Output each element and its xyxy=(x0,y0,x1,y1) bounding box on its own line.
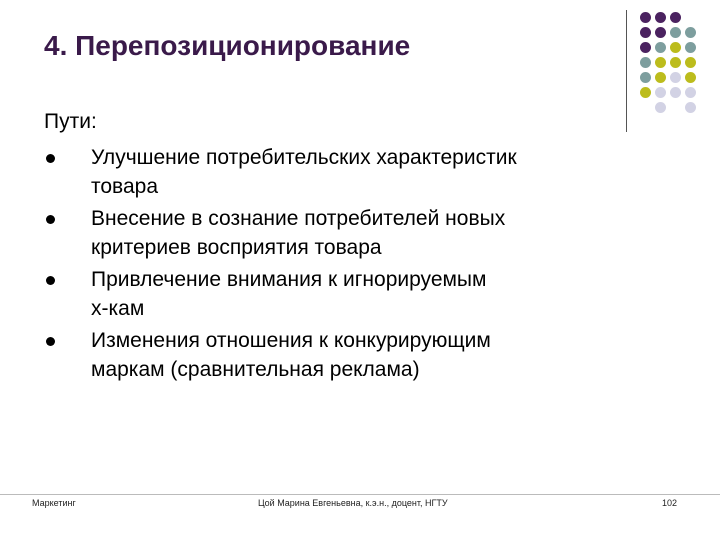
footer-course: Маркетинг xyxy=(32,498,76,508)
decorative-dot xyxy=(640,72,651,83)
decorative-dot xyxy=(640,42,651,53)
bullet-item xyxy=(44,204,624,262)
decorative-dot xyxy=(640,57,651,68)
decorative-dot xyxy=(685,27,696,38)
bullet-text-line: Привлечение внимания к игнорируемым xyxy=(91,268,487,291)
bullet-text-line: товара xyxy=(91,175,159,198)
decorative-dot xyxy=(655,102,666,113)
bullet-text-line: Изменения отношения к конкурирующим xyxy=(91,329,491,352)
decorative-dot xyxy=(670,87,681,98)
decorative-dot-grid xyxy=(640,12,712,118)
decorative-dot xyxy=(640,27,651,38)
intro-text: Пути: xyxy=(44,110,97,133)
decorative-dot xyxy=(685,42,696,53)
slide-title: 4. Перепозиционирование xyxy=(44,30,411,61)
decorative-dot xyxy=(655,12,666,23)
decorative-dot xyxy=(670,42,681,53)
bullet-item xyxy=(44,265,624,323)
decorative-dot xyxy=(670,72,681,83)
bullet-icon xyxy=(46,215,55,224)
bullet-text-line: маркам (сравнительная реклама) xyxy=(91,358,420,381)
decorative-dot xyxy=(670,27,681,38)
decorative-dot xyxy=(655,72,666,83)
decorative-dot xyxy=(655,87,666,98)
decorative-dot xyxy=(685,72,696,83)
decorative-dot xyxy=(640,87,651,98)
decorative-dot xyxy=(685,57,696,68)
bullet-icon xyxy=(46,337,55,346)
footer-page-number: 102 xyxy=(662,498,678,508)
decorative-dot xyxy=(685,102,696,113)
bullet-item xyxy=(44,326,624,384)
footer-author: Цой Марина Евгеньевна, к.э.н., доцент, НГТУ xyxy=(258,498,448,508)
bullet-text-line: х-кам xyxy=(91,297,145,320)
decorative-dot xyxy=(655,42,666,53)
decorative-dot xyxy=(670,57,681,68)
bullet-icon xyxy=(46,154,55,163)
decorative-dot xyxy=(655,27,666,38)
bullet-text-line: Внесение в сознание потребителей новых xyxy=(91,207,506,230)
bullet-text-line: Улучшение потребительских характеристик xyxy=(91,146,517,169)
decorative-dot xyxy=(655,57,666,68)
decorative-dot xyxy=(670,12,681,23)
decorative-divider xyxy=(626,10,627,132)
decorative-dot xyxy=(640,12,651,23)
footer-divider xyxy=(0,494,720,495)
decorative-dot xyxy=(685,87,696,98)
bullet-item xyxy=(44,143,624,201)
bullet-icon xyxy=(46,276,55,285)
bullet-text-line: критериев восприятия товара xyxy=(91,236,382,259)
bullet-list xyxy=(44,143,624,387)
